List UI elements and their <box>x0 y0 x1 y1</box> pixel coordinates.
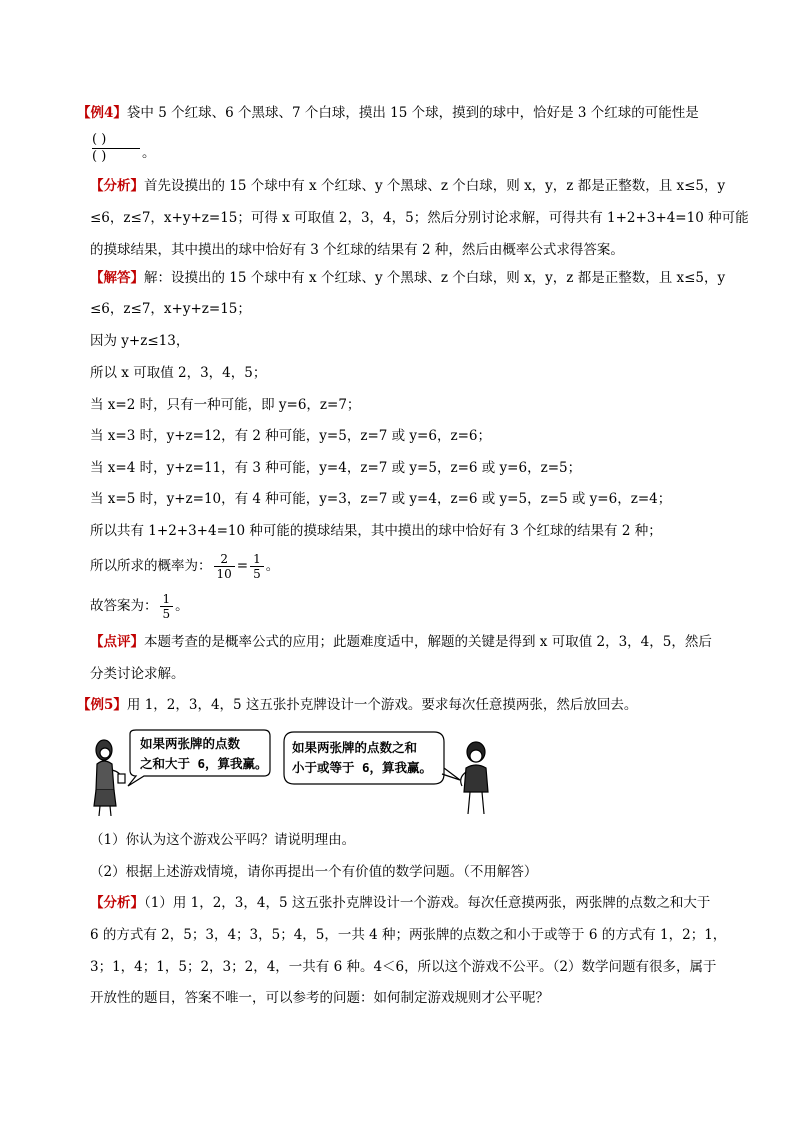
final-answer-prefix: 故答案为： <box>90 598 158 614</box>
right-bubble-line-2: 小于或等于 6，算我赢。 <box>292 760 433 775</box>
answer-blank-end: 。 <box>142 145 156 161</box>
fraction-denominator: 10 <box>216 567 232 581</box>
fraction-numerator: 2 <box>214 552 235 567</box>
ex4-answer-line-6: 当 x=3 时，y+z=12，有 2 种可能，y=5，z=7 或 y=6，z=6； <box>90 428 491 444</box>
ex4-answer-line-2: ≤6，z≤7，x+y+z=15； <box>90 301 251 317</box>
fraction-numerator: 1 <box>160 592 174 607</box>
ex5-tag: 【例5】 <box>77 697 127 713</box>
ex4-answer-line-4: 所以 x 可取值 2，3，4，5； <box>90 365 267 381</box>
ex4-answer-line-5: 当 x=2 时，只有一种可能，即 y=6，z=7； <box>90 397 361 413</box>
ex4-question-text: 袋中 5 个红球、6 个黑球、7 个白球，摸出 15 个球，摸到的球中，恰好是 3 个红球的可能性是 <box>126 105 699 121</box>
right-bubble-line-1: 如果两张牌的点数之和 <box>292 740 418 755</box>
fraction-1-5 <box>250 552 264 581</box>
ex5-analysis-line-3: 3；1，4；1，5；2，3；2，4，一共有 6 种。4＜6，所以这个游戏不公平。（2）数学问题有很多，属于 <box>90 959 717 975</box>
left-bubble-line-1: 如果两张牌的点数 <box>140 736 241 751</box>
left-bubble-text <box>140 734 268 774</box>
girl-figure <box>94 740 125 816</box>
ex5-question-text: 用 1，2，3，4，5 这五张扑克牌设计一个游戏。要求每次任意摸两张，然后放回去。 <box>126 697 638 713</box>
ex4-analysis-line-1 <box>90 176 730 196</box>
answer-blank-fraction <box>92 132 140 165</box>
ex4-answer-tag: 【解答】 <box>90 270 144 286</box>
ex4-answer-text-1: 解：设摸出的 15 个球中有 x 个红球、y 个黑球、z 个白球，则 x，y，z 都是正整数，且 x≤5，y <box>144 270 726 286</box>
ex4-final-answer-line <box>90 588 730 624</box>
ex4-analysis-tag: 【分析】 <box>90 178 144 194</box>
fraction-2-10 <box>214 552 235 581</box>
ex4-tag: 【例4】 <box>77 105 127 121</box>
fraction-numerator: 1 <box>250 552 264 567</box>
ex4-analysis-line-3: 的摸球结果，其中摸出的球中恰好有 3 个红球的结果有 2 种，然后由概率公式求得答案。 <box>90 242 624 258</box>
final-answer-fraction <box>160 592 174 621</box>
ex5-analysis-line-4: 开放性的题目，答案不唯一，可以参考的问题：如何制定游戏规则才公平呢？ <box>90 990 549 1006</box>
ex4-answer-line-9: 所以共有 1+2+3+4=10 种可能的摸球结果，其中摸出的球中恰好有 3 个红球的结果有 2 种； <box>90 523 662 539</box>
ex4-answer-line-8: 当 x=5 时，y+z=10，有 4 种可能，y=3，z=7 或 y=4，z=6 或 y=5，z=5 或 y=6，z=4； <box>90 491 672 507</box>
ex5-question-line <box>77 695 717 715</box>
fraction-denominator: 5 <box>253 567 261 581</box>
ex5-analysis-tag: 【分析】 <box>90 895 144 911</box>
ex5-question-1: （1）你认为这个游戏公平吗？请说明理由。 <box>90 832 356 848</box>
left-bubble-line-2: 之和大于 6，算我赢。 <box>140 756 268 771</box>
ex4-probability-line <box>90 548 730 584</box>
probability-end: 。 <box>265 558 280 574</box>
fraction-denominator: 5 <box>162 607 171 621</box>
ex4-comment-tag: 【点评】 <box>90 634 144 650</box>
ex4-answer-line-3: 因为 y+z≤13， <box>90 333 190 349</box>
ex5-analysis-text-1: （1）用 1，2，3，4，5 这五张扑克牌设计一个游戏。每次任意摸两张，两张牌的点数之和大于 <box>144 895 711 911</box>
right-bubble-text <box>292 738 432 778</box>
ex4-comment-line-1 <box>90 632 730 652</box>
answer-blank-denominator: ( ) <box>92 149 107 164</box>
ex5-question-2: （2）根据上述游戏情境，请你再提出一个有价值的数学问题。（不用解答） <box>90 864 538 880</box>
ex5-analysis-line-1 <box>90 893 730 913</box>
ex4-comment-line-2: 分类讨论求解。 <box>90 666 185 682</box>
ex4-answer-line-1 <box>90 268 730 288</box>
final-answer-end: 。 <box>175 598 189 614</box>
ex4-comment-text-1: 本题考查的是概率公式的应用；此题难度适中，解题的关键是得到 x 可取值 2，3，4，5，然后 <box>144 634 712 650</box>
ex4-answer-line-7: 当 x=4 时，y+z=11，有 3 种可能，y=4，z=7 或 y=5，z=6 或 y=6，z=5； <box>90 460 582 476</box>
ex5-analysis-line-2: 6 的方式有 2，5；3，4；3，5；4，5，一共 4 种；两张牌的点数之和小于或等于 6 的方式有 1，2；1， <box>90 927 727 943</box>
equals-sign: = <box>236 558 249 574</box>
game-illustration <box>92 728 502 818</box>
answer-blank-numerator: ( ) <box>92 132 140 149</box>
ex4-analysis-text-1: 首先设摸出的 15 个球中有 x 个红球、y 个黑球、z 个白球，则 x，y，z 都是正整数，且 x≤5，y <box>144 178 726 194</box>
boy-figure <box>461 742 488 814</box>
ex4-question-line <box>77 103 717 123</box>
ex4-analysis-line-2: ≤6，z≤7，x+y+z=15；可得 x 可取值 2，3，4，5；然后分别讨论求解，可得共有 1+2+3+4=10 种可能 <box>90 210 749 226</box>
probability-prefix: 所以所求的概率为： <box>90 558 212 574</box>
